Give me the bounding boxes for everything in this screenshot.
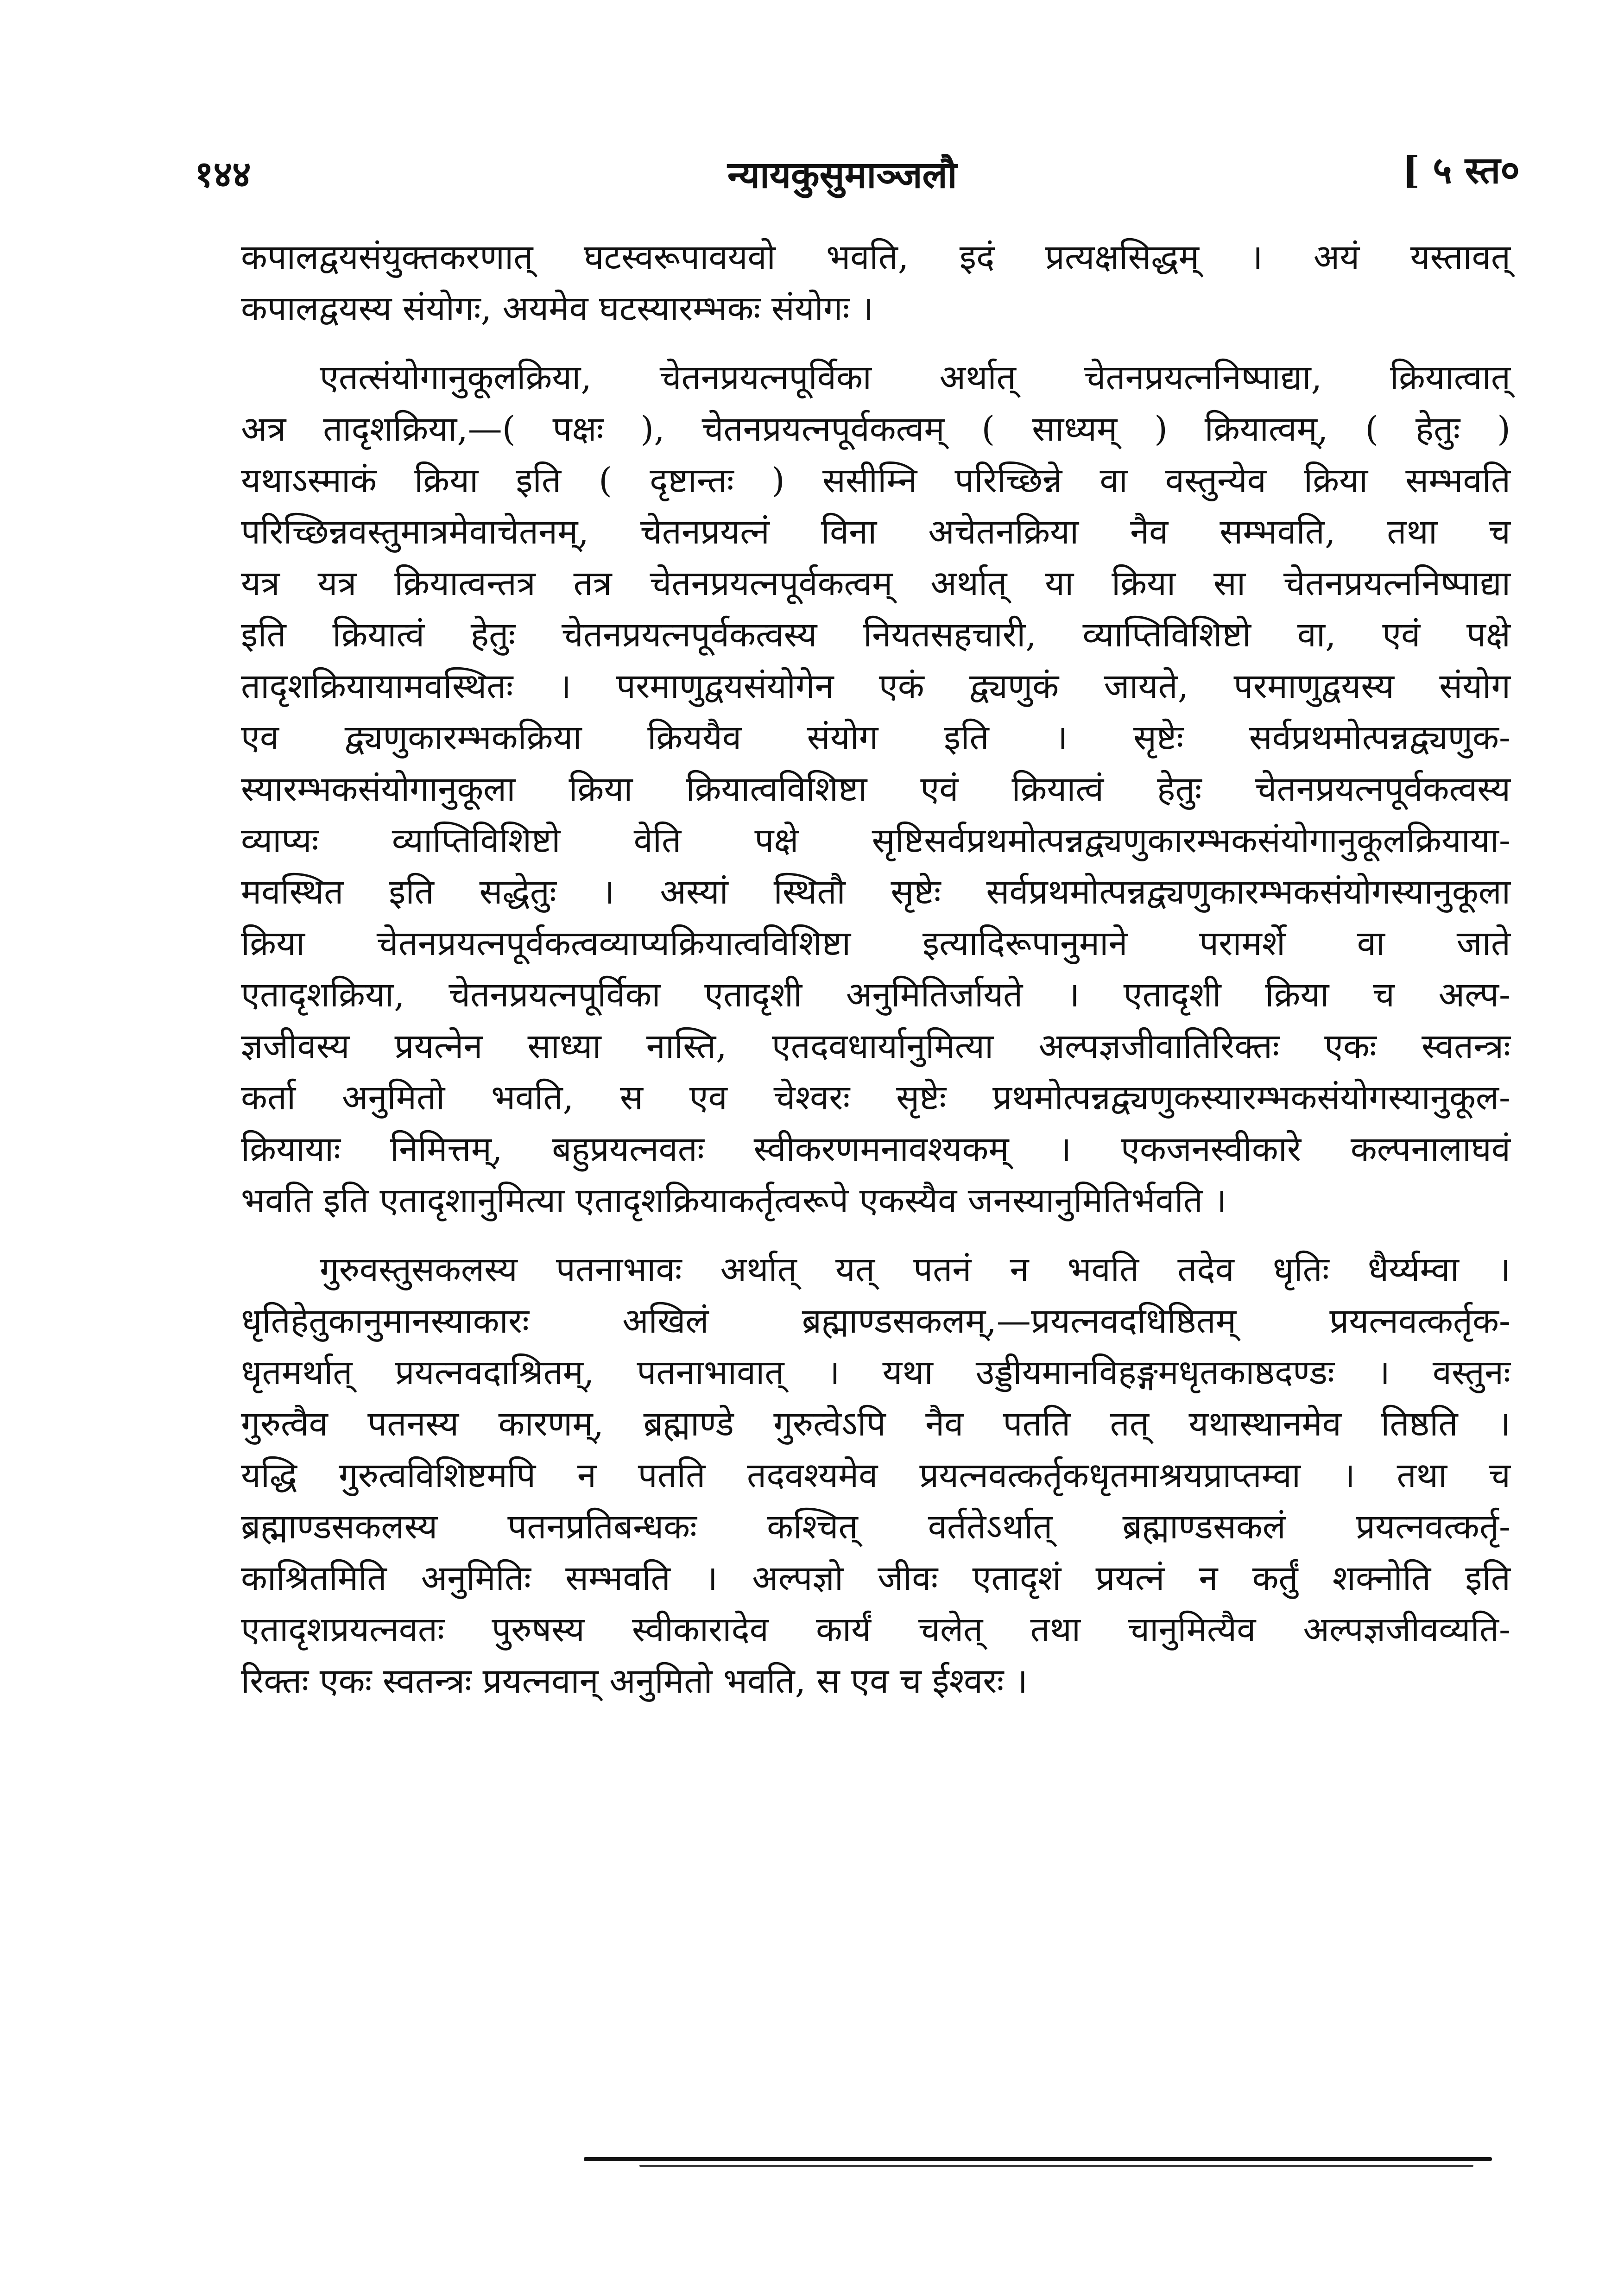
text-line: तादृशक्रियायामवस्थितः । परमाणुद्वयसंयोगेन एकं द्व्यणुकं जायते, परमाणुद्वयस्य संयोग	[241, 666, 1510, 706]
text-line: कपालद्वयस्य संयोगः, अयमेव घटस्यारम्भकः संयोगः ।	[241, 289, 874, 329]
text-line: धृतमर्थात् प्रयत्नवदाश्रितम्, पतनाभावात् । यथा उड्डीयमानविहङ्गमधृतकाष्ठदण्डः । वस्तुनः	[241, 1353, 1510, 1392]
running-title: न्यायकुसुमाञ्जलौ	[727, 153, 957, 196]
page-header	[195, 139, 1520, 199]
text-line: परिच्छिन्नवस्तुमात्रमेवाचेतनम्, चेतनप्रयत्नं विना अचेतनक्रिया नैव सम्भवति, तथा च	[241, 512, 1510, 552]
paragraph-1	[241, 232, 1510, 335]
text-line: क्रिया चेतनप्रयत्नपूर्वकत्वव्याप्यक्रियात्वविशिष्टा इत्यादिरूपानुमाने परामर्शे वा जाते	[241, 923, 1510, 963]
text-line: रिक्तः एकः स्वतन्त्रः प्रयत्नवान् अनुमितो भवति, स एव च ईश्वरः ।	[241, 1661, 1028, 1701]
paragraph-3	[241, 1244, 1510, 1707]
text-line: व्याप्यः व्याप्तिविशिष्टो वेति पक्षे सृष्टिसर्वप्रथमोत्पन्नद्व्यणुकारम्भकसंयोगानुकूलक्रियाया-	[241, 821, 1510, 860]
text-line: यद्धि गुरुत्वविशिष्टमपि न पतति तदवश्यमेव प्रयत्नवत्कर्तृकधृतमाश्रयप्राप्तम्वा । तथा च	[241, 1455, 1510, 1495]
text-line: कर्ता अनुमितो भवति, स एव चेश्वरः सृष्टेः प्रथमोत्पन्नद्व्यणुकस्यारम्भकसंयोगस्यानुकूल-	[241, 1078, 1510, 1118]
text-line: एव द्व्यणुकारम्भकक्रिया क्रिययैव संयोग इति । सृष्टेः सर्वप्रथमोत्पन्नद्व्यणुक-	[241, 718, 1510, 758]
text-line: एतत्संयोगानुकूलक्रिया, चेतनप्रयत्नपूर्विका अर्थात् चेतनप्रयत्ननिष्पाद्या, क्रियात्वात्	[320, 358, 1510, 398]
text-line: काश्रितमिति अनुमितिः सम्भवति । अल्पज्ञो जीवः एतादृशं प्रयत्नं न कर्तुं शक्नोति इति	[241, 1558, 1510, 1598]
text-line: क्रियायाः निमित्तम्, बहुप्रयत्नवतः स्वीकरणमनावश्यकम् । एकजनस्वीकारे कल्पनालाघवं	[241, 1129, 1510, 1169]
text-line: गुरुत्वैव पतनस्य कारणम्, ब्रह्माण्डे गुरुत्वेऽपि नैव पतति तत् यथास्थानमेव तिष्ठति ।	[241, 1404, 1510, 1444]
text-line: स्यारम्भकसंयोगानुकूला क्रिया क्रियात्वविशिष्टा एवं क्रियात्वं हेतुः चेतनप्रयत्नपूर्वकत्वस्य	[241, 769, 1510, 809]
text-line: एतादृशप्रयत्नवतः पुरुषस्य स्वीकारादेव कार्यं चलेत् तथा चानुमित्यैव अल्पज्ञजीवव्यति-	[241, 1610, 1510, 1650]
text-line: ज्ञजीवस्य प्रयत्नेन साध्या नास्ति, एतदवधार्यानुमित्या अल्पज्ञजीवातिरिक्तः एकः स्वतन्त्रः	[241, 1026, 1510, 1066]
text-line: यथाऽस्माकं क्रिया इति ( दृष्टान्तः ) ससीम्नि परिच्छिन्ने वा वस्तुन्येव क्रिया सम्भवति	[241, 461, 1510, 500]
text-line: ब्रह्माण्डसकलस्य पतनप्रतिबन्धकः कश्चित् वर्ततेऽर्थात् ब्रह्माण्डसकलं प्रयत्नवत्कर्तृ-	[241, 1507, 1510, 1547]
text-line: अत्र तादृशक्रिया,—( पक्षः ), चेतनप्रयत्नपूर्वकत्वम् ( साध्यम् ) क्रियात्वम्, ( हेतुः )	[241, 409, 1510, 449]
text-line: यत्र यत्र क्रियात्वन्तत्र तत्र चेतनप्रयत्नपूर्वकत्वम् अर्थात् या क्रिया सा चेतनप्रयत्ननिष्पाद्या	[241, 563, 1510, 603]
page-number: १४४	[195, 153, 251, 196]
text-line: मवस्थित इति सद्धेतुः । अस्यां स्थितौ सृष्टेः सर्वप्रथमोत्पन्नद्व्यणुकारम्भकसंयोगस्यानुकूला	[241, 872, 1510, 912]
section-marker: [ ५ स्त०	[1402, 148, 1520, 192]
body-text	[241, 232, 1510, 1707]
text-line: इति क्रियात्वं हेतुः चेतनप्रयत्नपूर्वकत्वस्य नियतसहचारी, व्याप्तिविशिष्टो वा, एवं पक्षे	[241, 615, 1510, 655]
text-line: एतादृशक्रिया, चेतनप्रयत्नपूर्विका एतादृशी अनुमितिर्जायते । एतादृशी क्रिया च अल्प-	[241, 975, 1510, 1015]
paragraph-2	[241, 352, 1510, 1227]
footer-rule-thin	[639, 2165, 1473, 2167]
text-line: कपालद्वयसंयुक्तकरणात् घटस्वरूपावयवो भवति, इदं प्रत्यक्षसिद्धम् । अयं यस्तावत्	[241, 237, 1510, 277]
text-line: भवति इति एतादृशानुमित्या एतादृशक्रियाकर्तृत्वरूपे एकस्यैव जनस्यानुमितिर्भवति ।	[241, 1181, 1227, 1221]
footer-rule	[584, 2157, 1492, 2161]
text-line: धृतिहेतुकानुमानस्याकारः अखिलं ब्रह्माण्डसकलम्,—प्रयत्नवदधिष्ठितम् प्रयत्नवत्कर्तृक-	[241, 1301, 1510, 1341]
text-line: गुरुवस्तुसकलस्य पतनाभावः अर्थात् यत् पतनं न भवति तदेव धृतिः धैर्य्यम्वा ।	[320, 1250, 1510, 1290]
